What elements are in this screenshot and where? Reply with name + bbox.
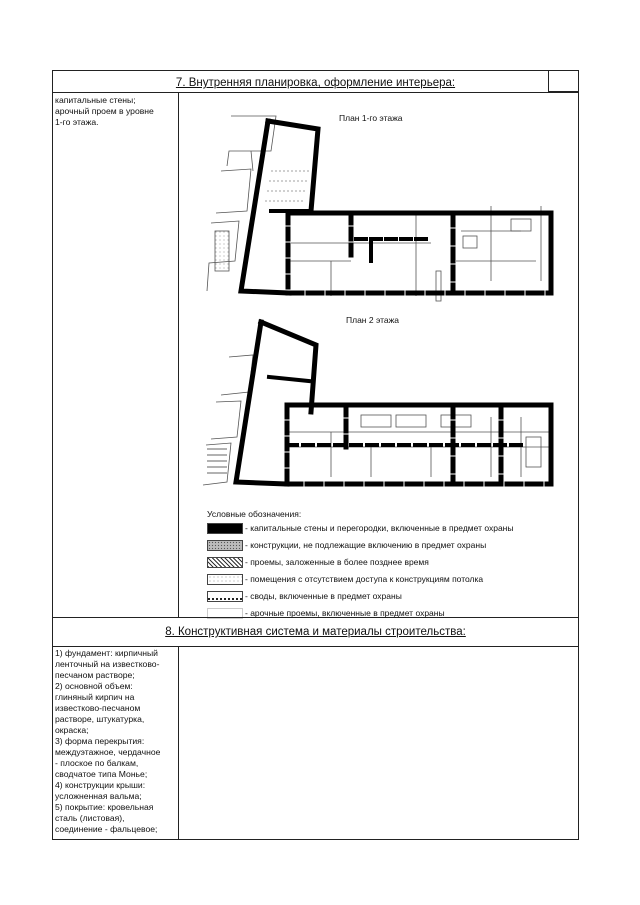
form-frame xyxy=(52,70,579,840)
column-divider xyxy=(178,646,179,840)
legend-swatch-vaults xyxy=(207,591,243,602)
legend-item xyxy=(207,522,514,534)
legend-item xyxy=(207,573,483,585)
legend-label: - капитальные стены и перегородки, включенные в предмет охраны xyxy=(245,523,514,533)
legend-label: - помещения с отсутствием доступа к конструкциям потолка xyxy=(245,574,484,584)
legend-swatch-crosshatch xyxy=(207,557,243,568)
section-7-left-text: капитальные стены; арочный проем в уровне 1-го этажа. xyxy=(55,95,154,127)
legend-item xyxy=(207,556,429,568)
floor-plan-2 xyxy=(191,317,561,497)
divider xyxy=(53,92,578,93)
legend-label: - своды, включенные в предмет охраны xyxy=(245,591,402,601)
plan-2-title: План 2 этажа xyxy=(346,315,400,325)
plan-1-title: План 1-го этажа xyxy=(339,113,403,123)
section-7-title: 7. Внутренняя планировка, оформление интерьера: xyxy=(175,77,456,89)
divider xyxy=(53,646,578,647)
legend-label: - проемы, заложенные в более позднее время xyxy=(245,557,429,567)
column-divider xyxy=(178,92,179,617)
legend-swatch-excluded xyxy=(207,540,243,551)
corner-box xyxy=(548,71,578,92)
floor-plan-1 xyxy=(191,111,561,311)
legend-swatch-no-access xyxy=(207,574,243,585)
legend-title: Условные обозначения: xyxy=(207,509,302,519)
legend-item xyxy=(207,539,486,551)
section-8-left-text: 1) фундамент: кирпичный ленточный на известково- песчаном растворе; 2) основной объем: глиняный кирпич на известково-песчаном растворе, штукатурка, окраска; 3) форма перекрытия: междуэтажное, чердачное - плоское по балкам, сводчатое типа Монье; 4) конструкции крыши: усложненная вальма; 5) покрытие: кровельная сталь (листовая), соединение - фальцевое; xyxy=(55,648,161,834)
legend-label: - арочные проемы, включенные в предмет охраны xyxy=(245,608,445,618)
section-8-title: 8. Конструктивная система и материалы строительства: xyxy=(165,626,466,638)
legend-label: - конструкции, не подлежащие включению в предмет охраны xyxy=(245,540,487,550)
legend-item xyxy=(207,590,402,602)
legend-swatch-capital-walls xyxy=(207,523,243,534)
divider xyxy=(53,617,578,618)
